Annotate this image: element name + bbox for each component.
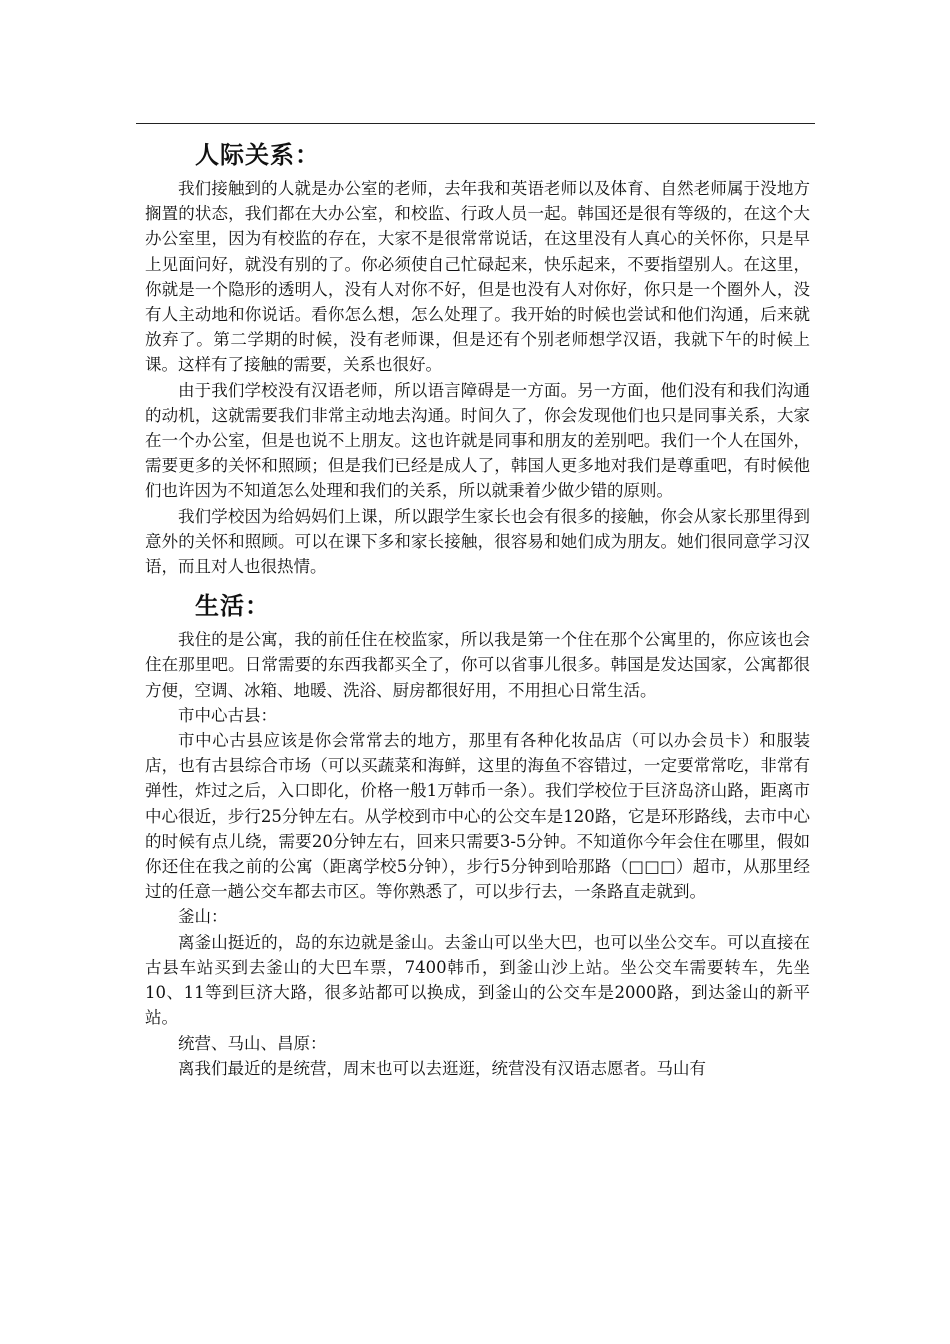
- section-heading-life: 生活：: [195, 592, 270, 621]
- paragraph: 离釜山挺近的，岛的东边就是釜山。去釜山可以坐大巴，也可以坐公交车。可以直接在古县车站买到去釜山的大巴车票，7400韩币，到釜山沙上站。坐公交车需要转车，先坐10、11等到巨济大路，很多站都可以换成，到釜山的公交车是2000路，到达釜山的新平站。: [145, 932, 810, 1028]
- section-heading-relationships: 人际关系：: [195, 141, 320, 169]
- subheading-busan: 釜山：: [178, 907, 228, 927]
- paragraph: 离我们最近的是统营，周末也可以去逛逛，统营没有汉语志愿者。马山有: [178, 1058, 706, 1078]
- paragraph: 由于我们学校没有汉语老师，所以语言障碍是一方面。另一方面，他们没有和我们沟通的动机，这就需要我们非常主动地去沟通。时间久了，你会发现他们也只是同事关系，大家在一个办公室，但是也说不上朋友。这也许就是同事和朋友的差别吧。我们一个人在国外，需要更多的关怀和照顾；但是我们已经是成人了，韩国人更多地对我们是尊重吧，有时候他们也许因为不知道怎么处理和我们的关系，所以就秉着少做少错的原则。: [145, 380, 810, 501]
- paragraph: 我住的是公寓，我的前任住在校监家，所以我是第一个住在那个公寓里的，你应该也会住在那里吧。日常需要的东西我都买全了，你可以省事儿很多。韩国是发达国家，公寓都很方便，空调、冰箱、地暖、洗浴、厨房都很好用，不用担心日常生活。: [145, 630, 810, 700]
- header-rule: [136, 123, 815, 124]
- document-body: [145, 134, 810, 1081]
- subheading-city-center: 市中心古县：: [178, 705, 277, 725]
- paragraph: 市中心古县应该是你会常常去的地方，那里有各种化妆品店（可以办会员卡）和服装店，也有古县综合市场（可以买蔬菜和海鲜，这里的海鱼不容错过，一定要常常吃，非常有弹性，炸过之后，入口即化，价格一般1万韩币一条）。我们学校位于巨济岛济山路，距离市中心很近，步行25分钟左右。从学校到市中心的公交车是120路，它是环形路线，去市中心的时候有点儿绕，需要20分钟左右，回来只需要3-5分钟。不知道你今年会住在哪里，假如你还住在我之前的公寓（距离学校5分钟），步行5分钟到哈那路（□□□）超市，从那里经过的任意一趟公交车都去市区。等你熟悉了，可以步行去，一条路直走就到。: [145, 731, 810, 902]
- paragraph: 我们学校因为给妈妈们上课，所以跟学生家长也会有很多的接触，你会从家长那里得到意外的关怀和照顾。可以在课下多和家长接触，很容易和她们成为朋友。她们很同意学习汉语，而且对人也很热情。: [145, 506, 810, 577]
- subheading-tongyeong: 统营、马山、昌原：: [178, 1033, 327, 1053]
- paragraph: 我们接触到的人就是办公室的老师，去年我和英语老师以及体育、自然老师属于没地方搁置的状态，我们都在大办公室，和校监、行政人员一起。韩国还是很有等级的，在这个大办公室里，因为有校监的存在，大家不是很常常说话，在这里没有人真心的关怀你，只是早上见面问好，就没有别的了。你必须使自己忙碌起来，快乐起来，不要指望别人。在这里，你就是一个隐形的透明人，没有人对你不好，但是也没有人对你好，你只是一个圈外人，没有人主动地和你说话。看你怎么想，怎么处理了。我开始的时候也尝试和他们沟通，后来就放弃了。第二学期的时候，没有老师课，但是还有个别老师想学汉语，我就下午的时候上课。这样有了接触的需要，关系也很好。: [145, 179, 810, 375]
